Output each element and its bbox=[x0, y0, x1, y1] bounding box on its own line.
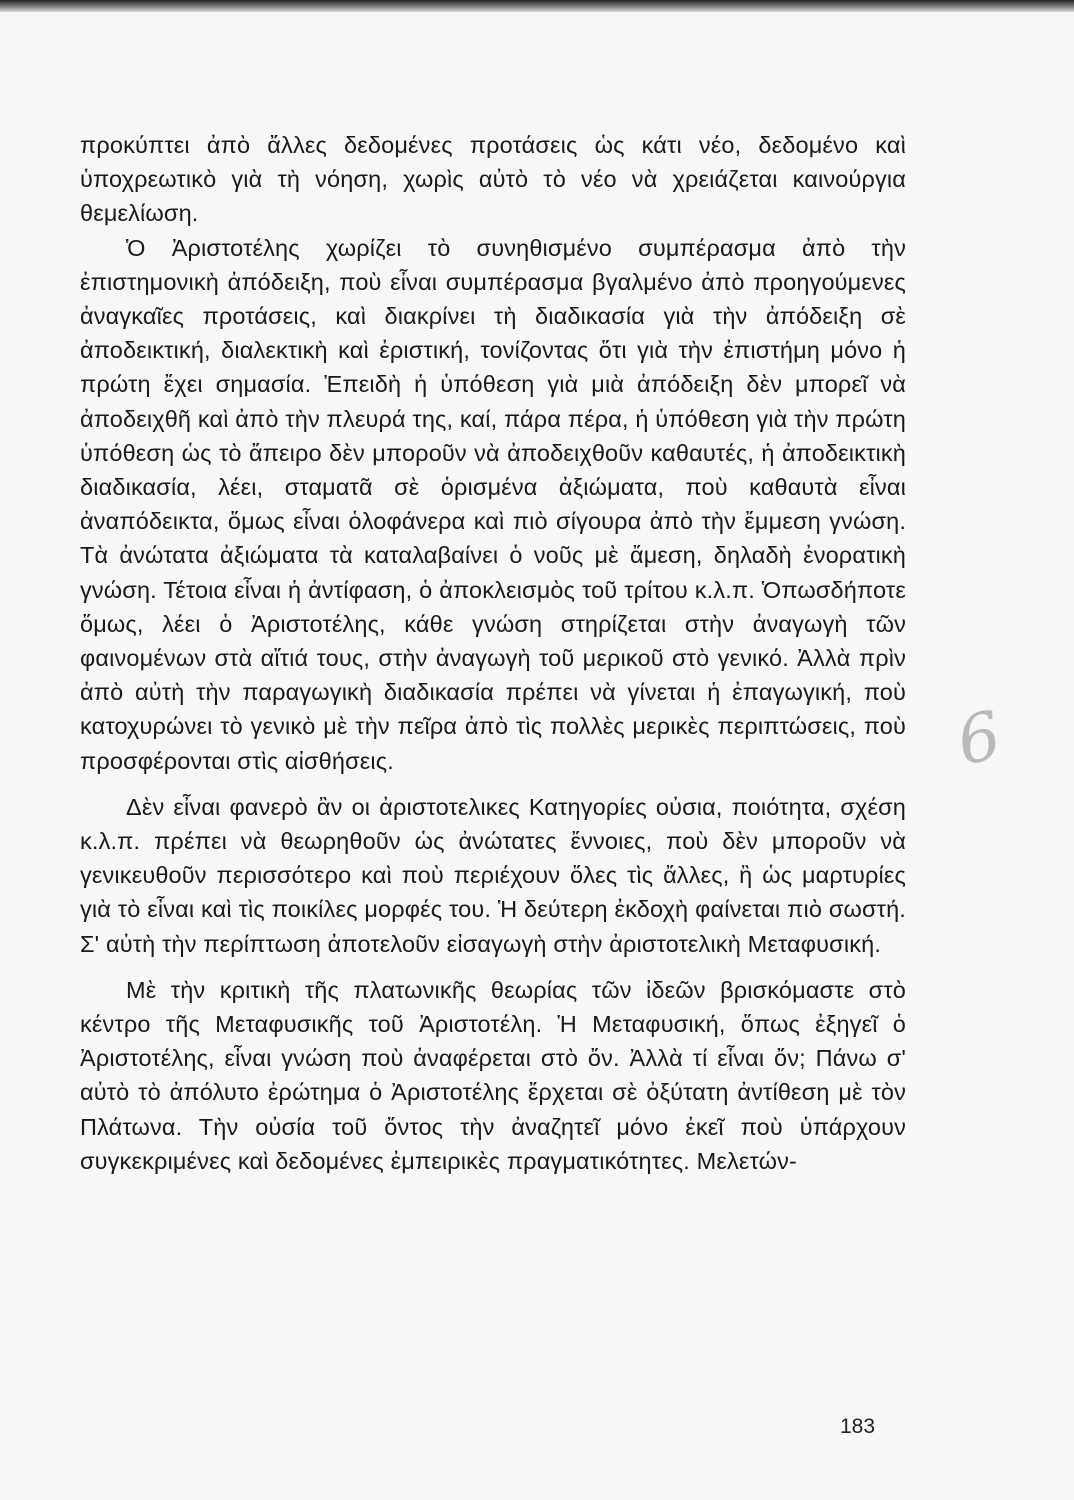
paragraph-categories: Δὲν εἶναι φανερὸ ἂν οι ἀριστοτελικες Κατηγορίες οὐσια, ποιότητα, σχέση κ.λ.π. πρέπει νὰ θεωρηθοῦν ὡς ἀνώτατες ἔννοιες, ποὺ δὲν μποροῦν νὰ γενικευθοῦν περισσότερο καὶ ποὺ περιέχουν ὅλες τὶς ἄλλες, ἢ ὡς μαρτυρίες γιὰ τὸ εἶναι καὶ τὶς ποικίλες μορφές του. Ἡ δεύτερη ἐκδοχὴ φαίνεται πιὸ σωστή. Σ' αὐτὴ τὴν περίπτωση ἀποτελοῦν εἰσαγωγὴ στὴν ἀριστοτελικὴ Μεταφυσική. bbox=[80, 793, 906, 957]
page-number: 183 bbox=[840, 1415, 876, 1438]
paragraph-metaphysics: Μὲ τὴν κριτικὴ τῆς πλατωνικῆς θεωρίας τῶν ἰδεῶν βρισκόμαστε στὸ κέντρο τῆς Μεταφυσικῆς τοῦ Ἀριστοτέλη. Ἡ Μεταφυσική, ὅπως ἐξηγεῖ ὁ Ἀριστοτέλης, εἶναι γνώση ποὺ ἀναφέρεται στὸ ὄν. Ἀλλὰ τί εἶναι ὄν; Πάνω σ' αὐτὸ τὸ ἀπόλυτο ἐρώτημα ὁ Ἀριστοτέλης ἔρχεται σὲ ὀξύτατη ἀντίθεση μὲ τὸν Πλάτωνα. Τὴν οὐσία τοῦ ὄντος τὴν ἀναζητεῖ μόνο ἐκεῖ ποὺ ὑπάρχουν συγκεκριμένες καὶ δεδομένες ἐμπειρικὲς πραγματικότητες. Μελετών- bbox=[80, 976, 906, 1174]
handwritten-margin-note: 6 bbox=[950, 696, 1008, 781]
scan-top-edge bbox=[0, 0, 1074, 12]
paragraph-continuation: προκύπτει ἀπὸ ἄλλες δεδομένες προτάσεις ὡς κάτι νέο, δεδομένο καὶ ὑποχρεωτικὸ γιὰ τὴ νόηση, χωρὶς αὐτὸ τὸ νέο νὰ χρειάζεται καινούργια θεμελίωση. bbox=[80, 132, 906, 227]
paragraph-demonstration: Ὁ Ἀριστοτέλης χωρίζει τὸ συνηθισμένο συμπέρασμα ἀπὸ τὴν ἐπιστημονικὴ ἀπόδειξη, ποὺ εἶναι συμπέρασμα βγαλμένο ἀπὸ προηγούμενες ἀναγκαῖες προτάσεις, καὶ διακρίνει τὴ διαδικασία γιὰ τὴν ἀπόδειξη σὲ ἀποδεικτική, διαλεκτικὴ καὶ ἐριστική, τονίζοντας ὅτι γιὰ τὴν ἐπιστήμη μόνο ἡ πρώτη ἔχει σημασία. Ἐπειδὴ ἡ ὑπόθεση γιὰ μιὰ ἀπόδειξη δὲν μπορεῖ νὰ ἀποδειχθῆ καὶ ἀπὸ τὴν πλευρά της, καί, πάρα πέρα, ἡ ὑπόθεση γιὰ τὴν πρώτη ὑπόθεση ὡς τὸ ἄπειρο δὲν μποροῦν νὰ ἀποδειχθοῦν καθαυτές, ἡ ἀποδεικτικὴ διαδικασία, λέει, σταματᾶ σὲ ὁρισμένα ἀξιώματα, ποὺ καθαυτὰ εἶναι ἀναπόδεικτα, ὅμως εἶναι ὁλοφάνερα καὶ πιὸ σίγουρα ἀπὸ τὴν ἔμμεση γνώση. Τὰ ἀνώτατα ἀξιώματα τὰ καταλαβαίνει ὁ νοῦς μὲ ἄμεση, δηλαδὴ ἐνορατικὴ γνώση. Τέτοια εἶναι ἡ ἀντίφαση, ὁ ἀποκλεισμὸς τοῦ τρίτου κ.λ.π. Ὁπωσδήποτε ὅμως, λέει ὁ Ἀριστοτέλης, κάθε γνώση στηρίζεται στὴν ἀναγωγὴ τῶν φαινομένων στὰ αἴτιά τους, στὴν ἀναγωγὴ τοῦ μερικοῦ στὸ γενικό. Ἀλλὰ πρὶν ἀπὸ αὐτὴ τὴν παραγωγικὴ διαδικασία πρέπει νὰ γίνεται ἡ ἐπαγωγική, ποὺ κατοχυρώνει τὸ γενικὸ μὲ τὴν πεῖρα ἀπὸ τὶς πολλὲς μερικὲς περιπτώσεις, ποὺ προσφέρονται στὶς αἰσθήσεις. bbox=[80, 234, 906, 774]
body-text bbox=[80, 128, 906, 1178]
